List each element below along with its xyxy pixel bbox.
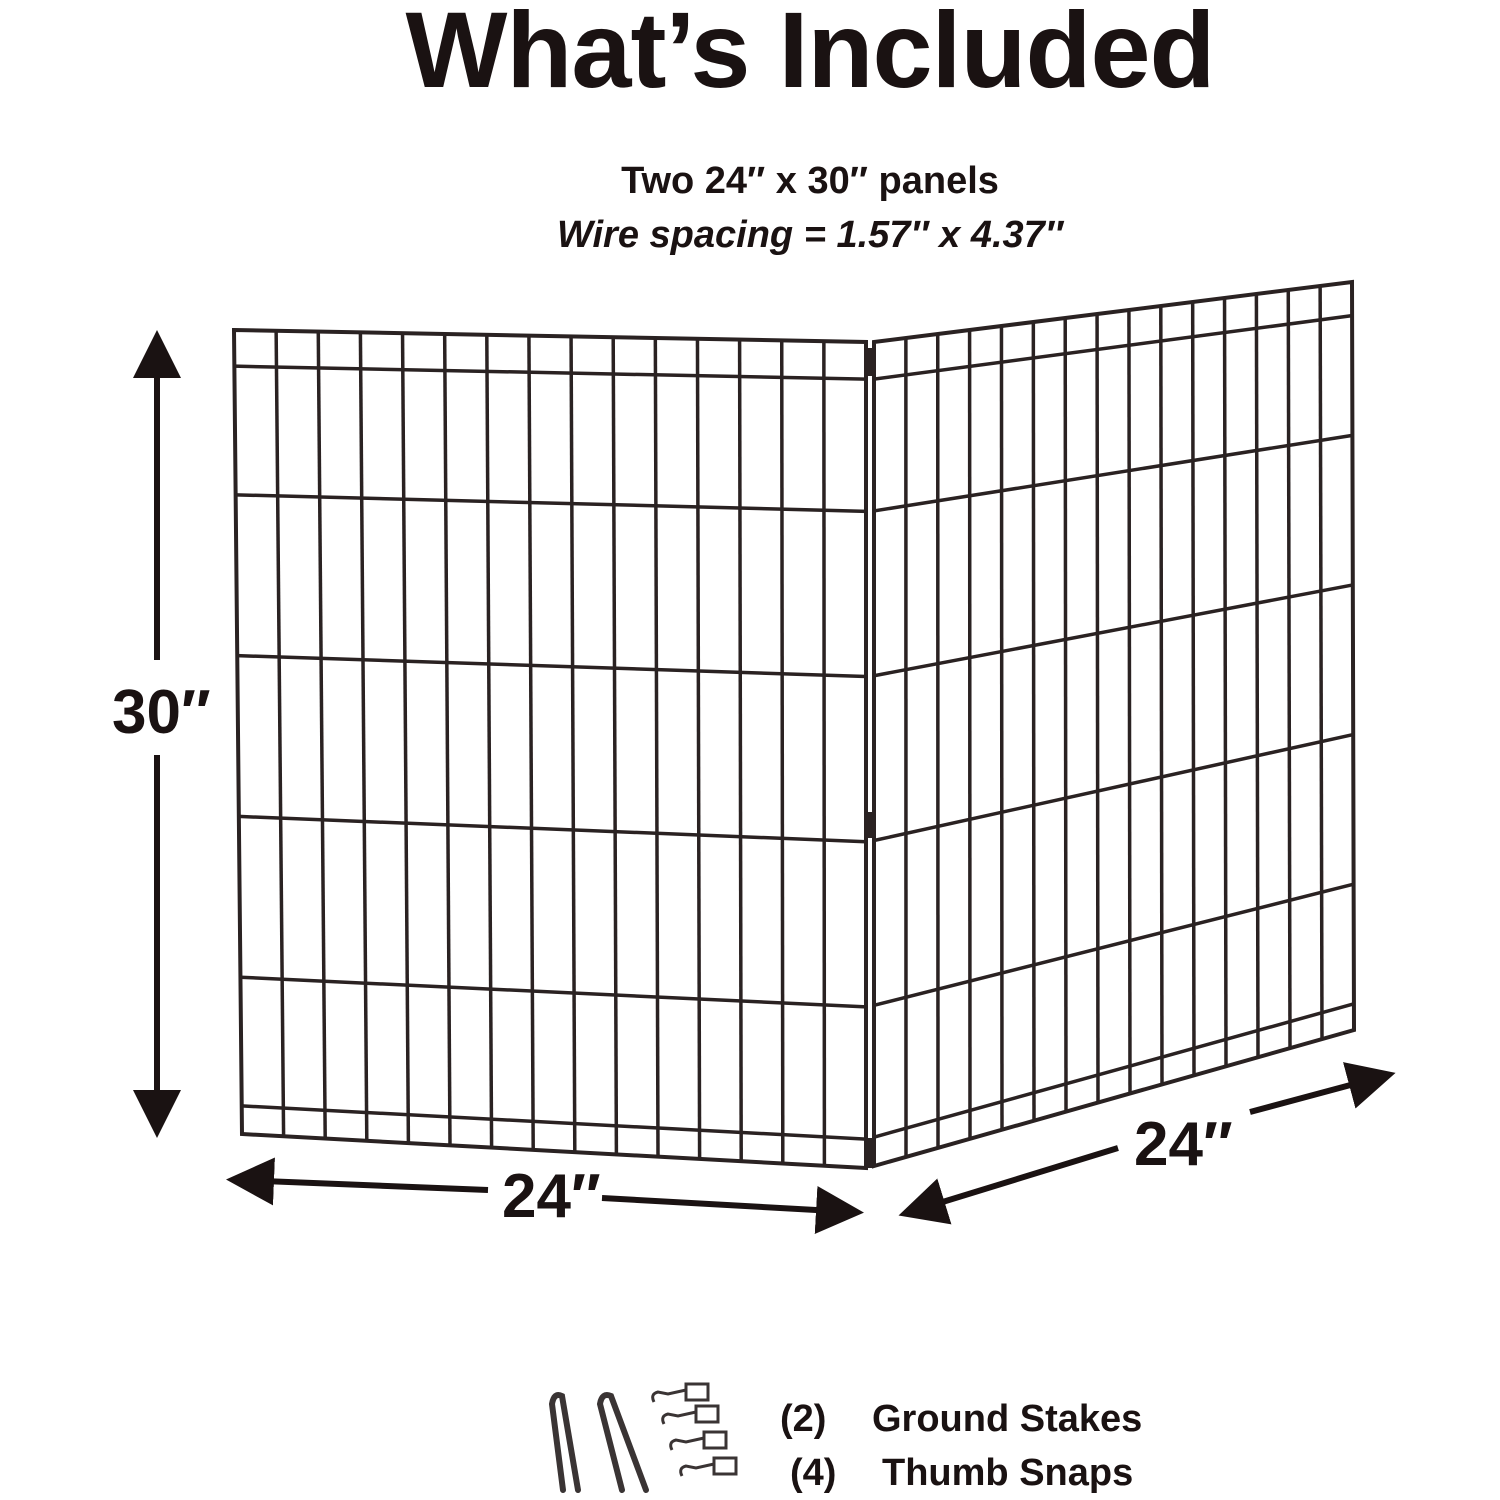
side-width-arrow-right bbox=[1250, 1076, 1384, 1112]
left-fence-panel bbox=[234, 330, 866, 1168]
right-fence-panel bbox=[874, 282, 1354, 1166]
panel-size-subtitle: Two 24″ x 30″ panels bbox=[621, 160, 999, 202]
front-width-arrow-left bbox=[238, 1180, 488, 1190]
thumb-snap-icon bbox=[653, 1384, 708, 1402]
ground-stake-icon bbox=[600, 1395, 646, 1490]
wire-spacing-note: Wire spacing = 1.57″ x 4.37″ bbox=[556, 214, 1064, 256]
included-items-list bbox=[780, 1392, 1142, 1500]
item-name: Ground Stakes bbox=[872, 1398, 1143, 1440]
thumb-snap-icon bbox=[681, 1458, 736, 1476]
page-title: What’s Included bbox=[405, 0, 1215, 110]
thumb-snap-icon bbox=[653, 1384, 736, 1476]
item-quantity: (2) bbox=[780, 1398, 827, 1440]
thumb-snap-icon bbox=[663, 1406, 718, 1424]
list-item bbox=[780, 1392, 1142, 1446]
front-width-dimension-label: 24″ bbox=[502, 1162, 601, 1231]
height-dimension-label: 30″ bbox=[112, 678, 211, 747]
item-quantity: (4) bbox=[790, 1452, 837, 1494]
item-name: Thumb Snaps bbox=[882, 1452, 1134, 1494]
side-width-dimension-label: 24″ bbox=[1134, 1110, 1233, 1179]
front-width-arrow-right bbox=[602, 1198, 852, 1212]
ground-stake-icon bbox=[552, 1395, 578, 1490]
list-item bbox=[790, 1446, 1142, 1500]
side-width-arrow-left bbox=[910, 1148, 1118, 1212]
thumb-snap-icon bbox=[671, 1432, 726, 1450]
